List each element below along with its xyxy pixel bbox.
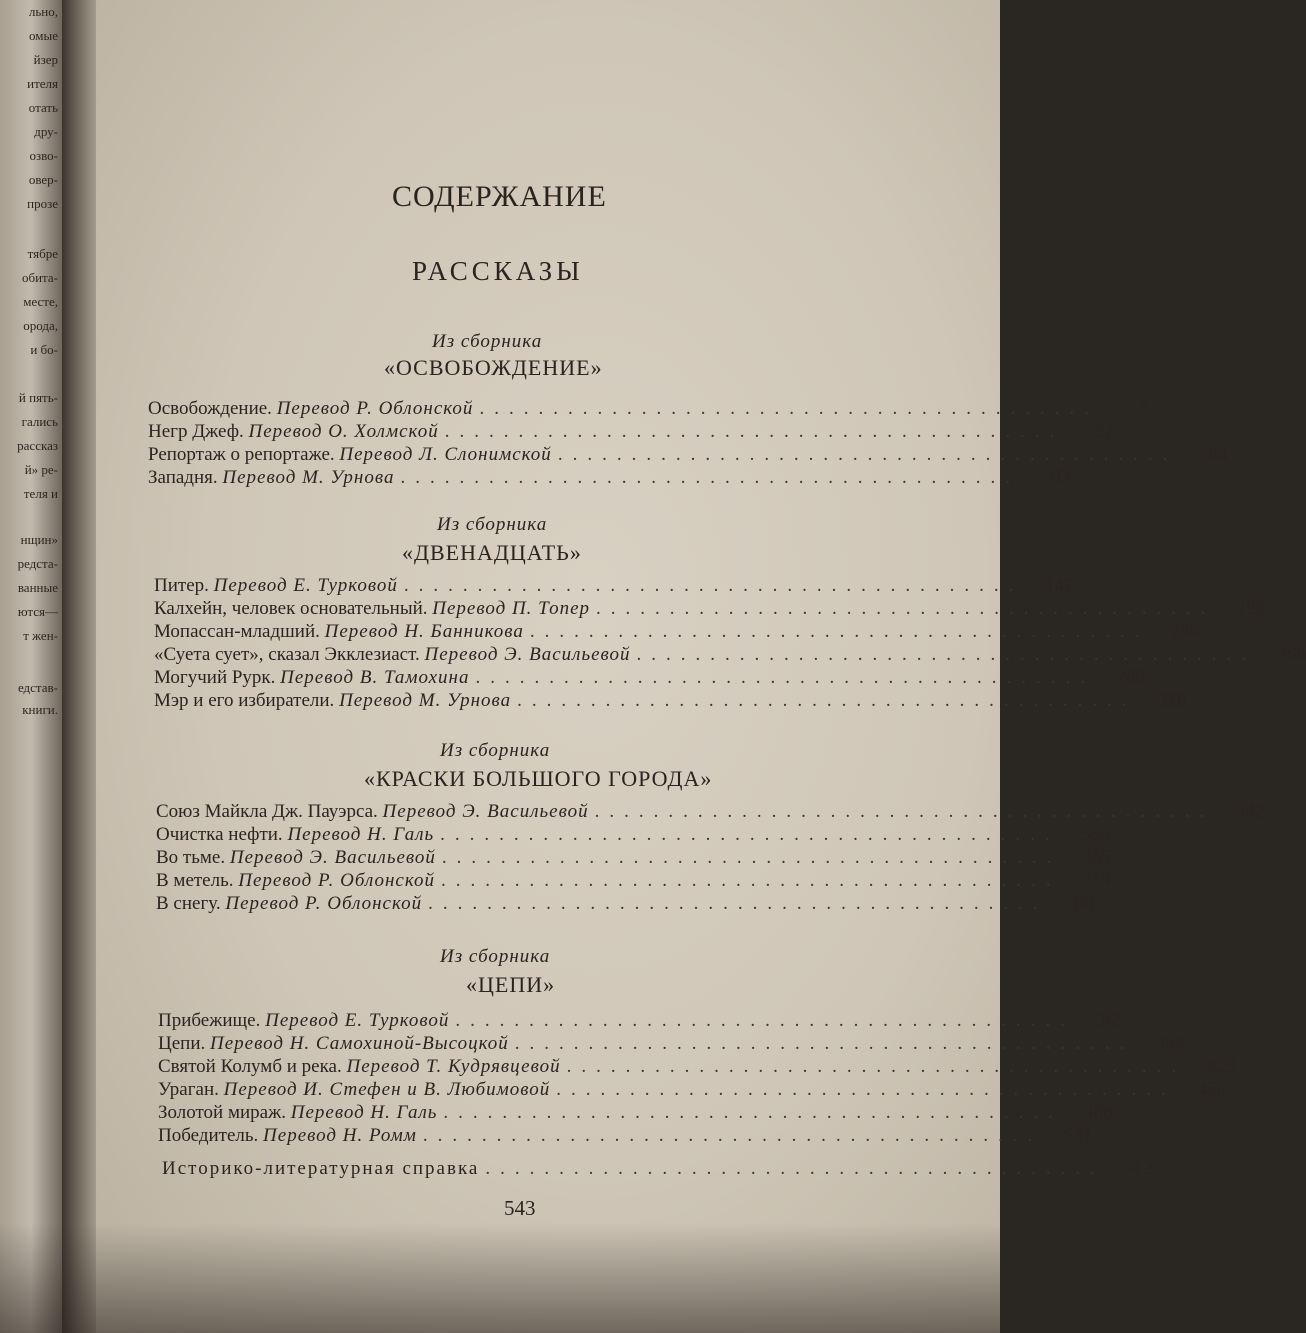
toc-entry: [158, 1056, 1237, 1080]
entry-page: 355: [1082, 847, 1112, 868]
toc-entry: [158, 1079, 1226, 1103]
left-page-fragment: теля и: [23, 486, 58, 501]
toc-entry: [158, 1010, 1125, 1034]
entry-title: Цепи.: [158, 1033, 206, 1054]
collection-name: «ЦЕПИ»: [466, 972, 556, 997]
entry-title: Питер.: [154, 575, 209, 596]
collection-name: «ДВЕНАДЦАТЬ»: [402, 540, 582, 565]
leader-dots: ..........................................: [594, 801, 1215, 822]
left-page-fragment: овер-: [28, 172, 58, 187]
page-number: 543: [504, 1196, 536, 1220]
leader-dots: ..........................................: [403, 575, 1024, 596]
leader-dots: ..........................................: [479, 398, 1099, 419]
entry-title: Репортаж о репортаже.: [148, 444, 335, 465]
entry-translator: Перевод Е. Турковой: [213, 575, 398, 596]
entry-title: Негр Джеф.: [148, 421, 244, 442]
entry-page: 521: [1063, 1125, 1093, 1146]
collection-label: Из сборника: [437, 514, 548, 535]
leader-dots: ..........................................: [566, 1056, 1187, 1077]
entry-page: 37: [1095, 421, 1115, 442]
left-page-fragment: льно,: [28, 4, 58, 19]
leader-dots: ..........................................: [529, 621, 1150, 642]
stories-title: РАССКАЗЫ: [412, 256, 584, 286]
toc-entry: [158, 1125, 1093, 1149]
book-gutter: [62, 0, 96, 1333]
entry-translator: Перевод Н. Галь: [290, 1102, 438, 1123]
left-page-fragment: й пять-: [18, 390, 58, 405]
collection-label: Из сборника: [440, 946, 551, 967]
bottom-shadow: [0, 1223, 1000, 1333]
entry-translator: Перевод Н. Галь: [287, 824, 435, 845]
left-page-fragment: гались: [21, 414, 58, 429]
leader-dots: ..........................................: [557, 444, 1178, 465]
entry-title: Западня.: [148, 467, 218, 488]
entry-page: 361: [1069, 893, 1098, 914]
left-page-fragment: редста-: [17, 556, 58, 571]
entry-translator: Перевод М. Урнова: [222, 467, 395, 488]
toc-entry: [156, 893, 1098, 917]
left-page-fragment: обита-: [21, 270, 58, 285]
left-page-fragment: прозе: [27, 196, 58, 211]
leader-dots: ..........................................: [441, 870, 1061, 891]
left-page-fragment: ванные: [17, 580, 58, 595]
entry-translator: Перевод Э. Васильевой: [424, 644, 631, 665]
entry-title: В метель.: [156, 870, 234, 891]
entry-title: В снегу.: [156, 893, 221, 914]
collection-label: Из сборника: [432, 331, 543, 352]
entry-title: Калхейн, человек основательный.: [154, 598, 428, 619]
leader-dots: ..........................................: [517, 690, 1137, 711]
leader-dots: ..........................................: [556, 1079, 1176, 1100]
leader-dots: ..........................................: [596, 598, 1216, 619]
left-page-fragment: озво-: [29, 148, 58, 163]
leader-dots: ..........................................: [440, 824, 1060, 845]
collection-name: «ОСВОБОЖДЕНИЕ»: [384, 355, 603, 380]
entry-title: Ураган.: [158, 1079, 219, 1100]
leader-dots: ..........................................: [485, 1158, 1105, 1179]
left-page-fragment: ителя: [27, 76, 58, 91]
entry-page: 342: [1235, 801, 1265, 822]
entry-title: Могучий Рурк.: [154, 667, 276, 688]
entry-translator: Перевод Е. Турковой: [265, 1010, 450, 1031]
entry-translator: Перевод Л. Слонимской: [339, 444, 552, 465]
left-page-fragment: нщин»: [20, 532, 58, 547]
entry-page: 289: [1116, 667, 1145, 688]
entry-page: 147: [1044, 575, 1074, 596]
left-page-fragment: т жен-: [23, 628, 58, 643]
entry-translator: Перевод Н. Ромм: [263, 1125, 417, 1146]
entry-page: 488: [1084, 1102, 1113, 1123]
entry-title: Историко-литературная справка: [162, 1158, 480, 1179]
collection-name: «КРАСКИ БОЛЬШОГО ГОРОДА»: [364, 766, 713, 791]
leader-dots: ..........................................: [514, 1033, 1135, 1054]
left-page-fragment: тябре: [27, 246, 58, 261]
entry-title: Победитель.: [158, 1125, 259, 1146]
left-page-fragment: рассказ: [17, 438, 58, 453]
entry-page: 5: [1139, 398, 1149, 419]
left-page-fragment: й» ре-: [24, 462, 58, 477]
entry-page: 190: [1237, 598, 1266, 619]
entry-page: 236: [1170, 621, 1200, 642]
entry-page: 318: [1158, 690, 1187, 711]
entry-page: 350: [1081, 824, 1110, 845]
entry-translator: Перевод М. Урнова: [339, 690, 512, 711]
entry-translator: Перевод И. Стефен и В. Любимовой: [223, 1079, 551, 1100]
entry-translator: Перевод Э. Васильевой: [229, 847, 436, 868]
entry-title: Золотой мираж.: [158, 1102, 286, 1123]
toc-entry: [156, 801, 1265, 825]
entry-translator: Перевод Э. Васильевой: [382, 801, 589, 822]
left-page-fragment: едстав-: [17, 680, 58, 695]
leader-dots: ..........................................: [475, 667, 1095, 688]
toc-entry: [156, 847, 1112, 871]
left-page-fragment: омые: [29, 28, 58, 43]
toc-entry: [154, 644, 1306, 668]
entry-page: 394: [1155, 1033, 1185, 1054]
left-page-fragment: ются—: [17, 604, 58, 619]
entry-page: 64: [1208, 444, 1228, 465]
left-page-fragment: и бо-: [30, 342, 58, 357]
entry-page: 266: [1277, 644, 1306, 665]
entry-translator: Перевод Н. Банникова: [324, 621, 524, 642]
entry-page: 542: [1120, 1158, 1155, 1179]
toc-entry: [154, 667, 1145, 691]
left-page-fragment: йзер: [33, 52, 58, 67]
toc-entry: [148, 398, 1149, 422]
entry-title: Освобождение.: [148, 398, 272, 419]
entry-page: 365: [1096, 1010, 1125, 1031]
left-page-fragment: месте,: [23, 294, 58, 309]
entry-title: «Суета сует», сказал Экклезиаст.: [154, 644, 420, 665]
entry-translator: Перевод Н. Самохиной-Высоцкой: [210, 1033, 509, 1054]
toc-entry: [154, 621, 1200, 645]
leader-dots: ..........................................: [428, 893, 1048, 914]
left-page-edge: [0, 0, 62, 1333]
leader-dots: ..........................................: [636, 644, 1257, 665]
entry-translator: Перевод В. Тамохина: [280, 667, 470, 688]
entry-title: Во тьме.: [156, 847, 226, 868]
toc-entry: [156, 870, 1111, 894]
toc-entry: [148, 444, 1228, 468]
entry-translator: Перевод О. Холмской: [248, 421, 439, 442]
left-page-fragment: орода,: [23, 318, 58, 333]
collection-label: Из сборника: [440, 740, 551, 761]
toc-entry: [148, 467, 1070, 491]
entry-page: 359: [1082, 870, 1111, 891]
toc-entry: [154, 575, 1074, 599]
left-page-fragment: книги.: [22, 702, 58, 717]
entry-translator: Перевод Т. Кудрявцевой: [346, 1056, 561, 1077]
toc-entry: [156, 824, 1110, 848]
toc-entry: [158, 1033, 1185, 1057]
entry-translator: Перевод Р. Облонской: [238, 870, 436, 891]
left-page-fragment: отать: [28, 100, 58, 115]
leader-dots: ..........................................: [441, 847, 1062, 868]
toc-entry: [148, 421, 1115, 445]
entry-translator: Перевод П. Топер: [432, 598, 590, 619]
entry-page: 456: [1197, 1079, 1226, 1100]
leader-dots: ..........................................: [443, 1102, 1063, 1123]
entry-title: Союз Майкла Дж. Пауэрса.: [156, 801, 378, 822]
toc-entry-reference: [162, 1158, 1155, 1182]
left-page-fragment: дру-: [34, 124, 58, 139]
leader-dots: ..........................................: [455, 1010, 1075, 1031]
entry-title: Очистка нефти.: [156, 824, 283, 845]
entry-page: 93: [1050, 467, 1070, 488]
entry-page: 423: [1207, 1056, 1237, 1077]
leader-dots: ..........................................: [444, 421, 1065, 442]
entry-translator: Перевод Р. Облонской: [276, 398, 474, 419]
contents-title: СОДЕРЖАНИЕ: [392, 180, 607, 213]
toc-entry: [154, 690, 1187, 714]
entry-title: Святой Колумб и река.: [158, 1056, 342, 1077]
entry-translator: Перевод Р. Облонской: [225, 893, 423, 914]
toc-entry: [158, 1102, 1113, 1126]
leader-dots: ..........................................: [422, 1125, 1043, 1146]
entry-title: Мопассан-младший.: [154, 621, 320, 642]
entry-title: Мэр и его избиратели.: [154, 690, 335, 711]
toc-entry: [154, 598, 1266, 622]
leader-dots: ..........................................: [400, 467, 1020, 488]
entry-title: Прибежище.: [158, 1010, 261, 1031]
